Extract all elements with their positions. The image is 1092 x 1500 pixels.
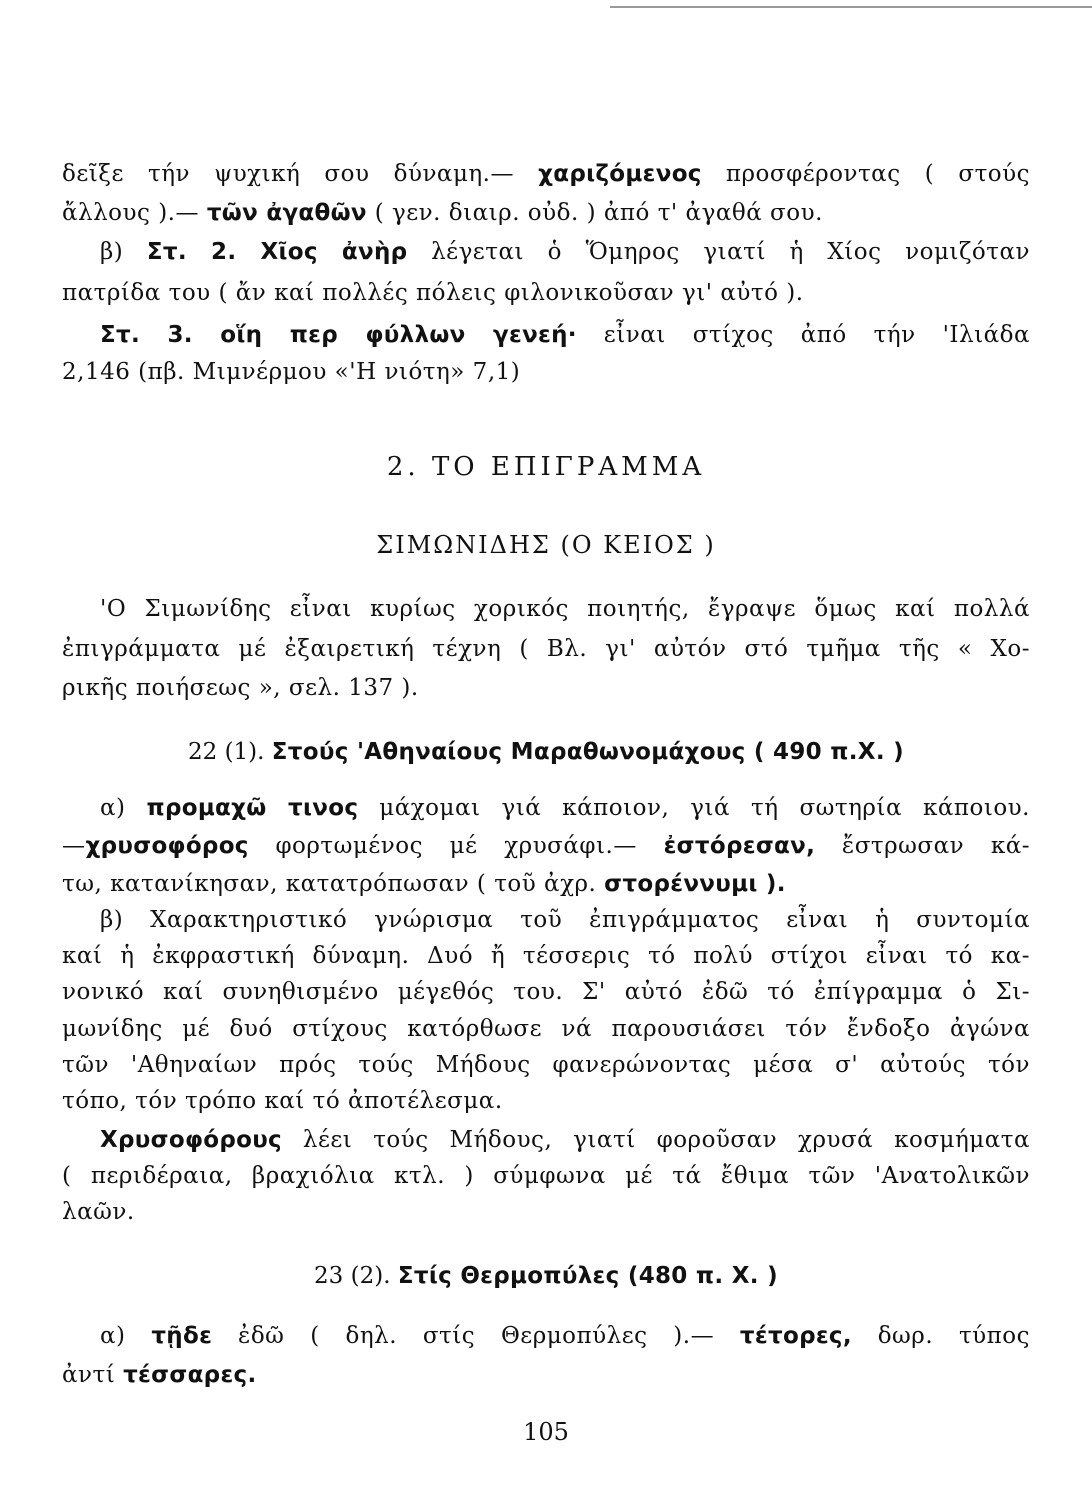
text-run: ἐπιγράμματα μέ ἐξαιρετική τέχνη ( Βλ. γι' αὐτόν στό τμῆμα τῆς « Χο-	[62, 636, 1030, 662]
text-line	[62, 354, 1030, 390]
text-run: 2,146 (πβ. Μιμνέρμου «'Η νιότη» 7,1)	[62, 359, 521, 385]
text-run: ἄλλους ).—	[62, 200, 207, 226]
text-run: φορτωμένος μέ χρυσάφι.—	[248, 833, 664, 859]
text-line	[100, 317, 1030, 353]
text-line	[62, 1194, 1030, 1230]
text-run: νονικό καί συνηθισμένο μέγεθός του. Σ' αὐτό ἐδῶ τό ἐπίγραμμα ὁ Σι-	[62, 979, 1030, 1005]
text-line	[62, 631, 1030, 667]
text-run: 'Ο Σιμωνίδης εἶναι κυρίως χορικός ποιητής, ἔγραψε ὅμως καί πολλά	[100, 596, 1030, 622]
text-line	[100, 1318, 1030, 1354]
bold-term: προμαχῶ τινος	[146, 795, 359, 821]
text-run: τόπο, τόν τρόπο καί τό ἀποτέλεσμα.	[62, 1088, 503, 1114]
text-run: λαῶν.	[62, 1199, 135, 1225]
text-line	[62, 1357, 1030, 1393]
text-run: β) Χαρακτηριστικό γνώρισμα τοῦ ἐπιγράμματος εἶναι ἡ συντομία	[100, 907, 1030, 933]
bold-term: τῶν ἀγαθῶν	[206, 200, 367, 226]
text-run: τω, κατανίκησαν, κατατρόπωσαν ( τοῦ ἀχρ.	[62, 871, 605, 897]
text-run: α)	[100, 795, 147, 821]
text-run: καί ἡ ἐκφραστική δύναμη. Δυό ἤ τέσσερις τό πολύ στίχοι εἶναι τό κα-	[62, 943, 1030, 969]
text-run: δεῖξε τήν ψυχική σου δύναμη.—	[62, 161, 539, 187]
bold-term: τῇδε	[151, 1323, 213, 1349]
text-run: προσφέροντας ( στούς	[701, 161, 1031, 187]
text-line	[62, 195, 1030, 231]
bold-term: χαριζόμενος	[538, 161, 702, 187]
text-run: τῶν 'Αθηναίων πρός τούς Μήδους φανερώνοντας μέσα σ' αὐτούς τόν	[62, 1052, 1030, 1078]
poem-number: 22 (1).	[188, 739, 265, 765]
text-line	[62, 156, 1030, 192]
author-heading: ΣΙΜΩΝΙΔΗΣ (Ο ΚΕΙΟΣ )	[376, 531, 716, 559]
poem-title: Στίς Θερμοπύλες (480 π. Χ. )	[397, 1263, 778, 1289]
bold-term: τέτορες,	[739, 1323, 852, 1349]
text-run: β)	[100, 239, 147, 265]
bold-term: στορέννυμι ).	[604, 871, 786, 897]
poem-22-heading	[0, 734, 1092, 770]
text-line	[62, 1047, 1030, 1083]
text-line	[62, 1011, 1030, 1047]
text-line	[62, 275, 1030, 311]
text-line	[100, 902, 1030, 938]
text-run: ἔστρωσαν κά-	[815, 833, 1030, 859]
poem-title: Στούς 'Αθηναίους Μαραθωνομάχους ( 490 π.Χ. )	[271, 739, 904, 765]
text-line	[62, 1158, 1030, 1194]
text-run: ρικῆς ποιήσεως », σελ. 137 ).	[62, 675, 419, 701]
text-run: α)	[100, 1323, 152, 1349]
text-run: μάχομαι γιά κάποιον, γιά τή σωτηρία κάποιου.	[358, 795, 1030, 821]
text-line	[62, 974, 1030, 1010]
text-line	[62, 670, 1030, 706]
text-run: λέει τούς Μήδους, γιατί φοροῦσαν χρυσά κοσμήματα	[281, 1127, 1030, 1153]
text-line	[62, 1083, 1030, 1119]
text-run: ( περιδέραια, βραχιόλια κτλ. ) σύμφωνα μέ τά ἔθιμα τῶν 'Ανατολικῶν	[62, 1163, 1030, 1189]
bold-term: τέσσαρες.	[123, 1362, 257, 1388]
bold-term: Χρυσοφόρους	[100, 1127, 282, 1153]
poem-23-heading	[0, 1258, 1092, 1294]
text-line	[62, 866, 1030, 902]
bold-term: ἐστόρεσαν,	[663, 833, 816, 859]
text-run: ἐδῶ ( δηλ. στίς Θερμοπύλες ).—	[212, 1323, 740, 1349]
section-heading: 2. ΤΟ ΕΠΙΓΡΑΜΜΑ	[386, 452, 706, 482]
text-run: μωνίδης μέ δυό στίχους κατόρθωσε νά παρουσιάσει τόν ἔνδοξο ἀγώνα	[62, 1016, 1030, 1042]
text-line	[100, 1122, 1030, 1158]
text-line	[62, 938, 1030, 974]
text-run: ( γεν. διαιρ. οὐδ. ) ἀπό τ' ἀγαθά σου.	[366, 200, 823, 226]
bold-term: Στ. 2. Χῖος ἀνὴρ	[146, 239, 408, 265]
text-line	[100, 234, 1030, 270]
bold-term: Στ. 3. οἵη περ φύλλων γενεή·	[100, 322, 577, 348]
text-run: πατρίδα του ( ἄν καί πολλές πόλεις φιλονικοῦσαν γι' αὐτό ).	[62, 280, 804, 306]
text-line	[100, 790, 1030, 826]
text-line	[100, 591, 1030, 627]
text-run: —	[62, 833, 86, 859]
text-run: εἶναι στίχος ἀπό τήν 'Ιλιάδα	[576, 322, 1030, 348]
text-run: ἀντί	[62, 1362, 124, 1388]
bold-term: χρυσοφόρος	[85, 833, 249, 859]
poem-number: 23 (2).	[314, 1263, 391, 1289]
text-run: λέγεται ὁ Ὅμηρος γιατί ἡ Χίος νομιζόταν	[407, 239, 1030, 265]
text-line	[62, 828, 1030, 864]
text-run: δωρ. τύπος	[851, 1323, 1030, 1349]
page-number: 105	[523, 1418, 569, 1446]
